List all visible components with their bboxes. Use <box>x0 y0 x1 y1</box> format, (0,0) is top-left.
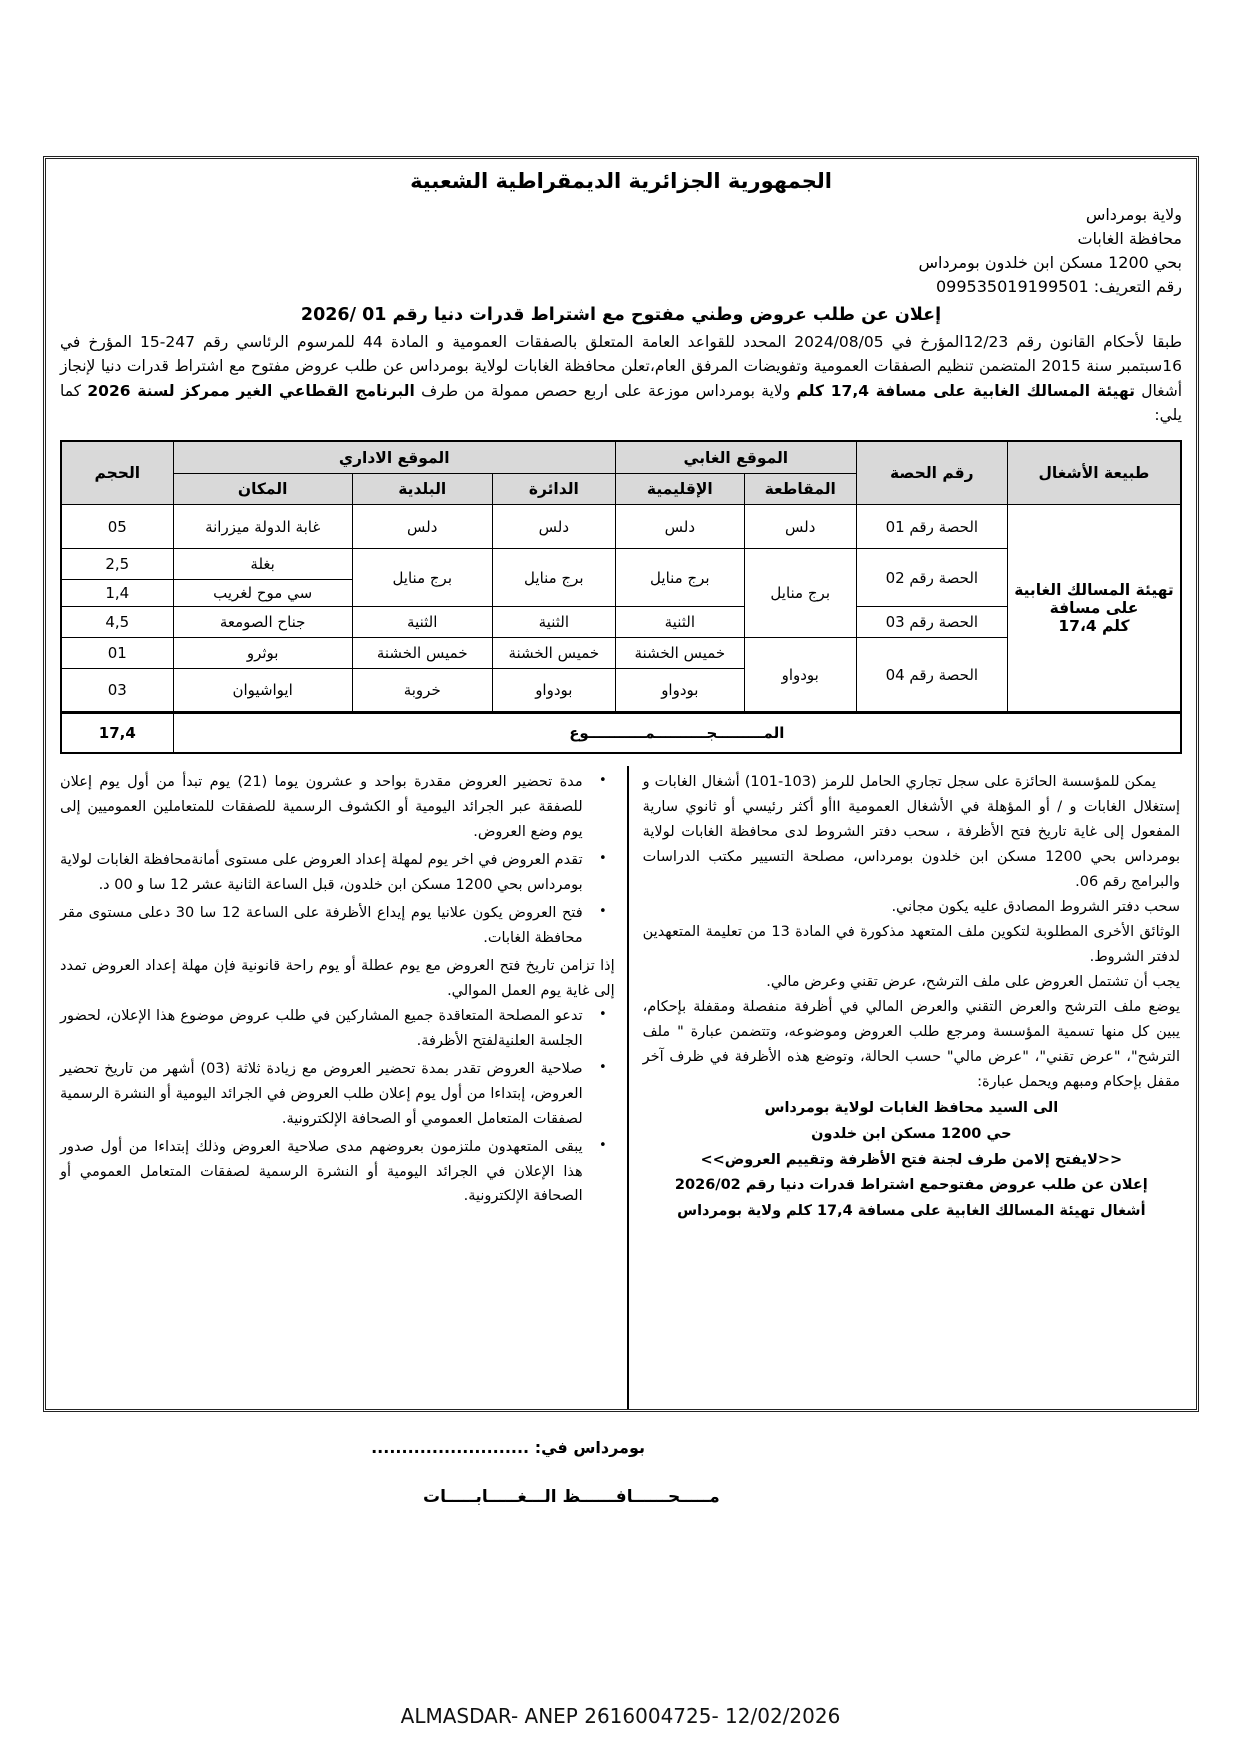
column-header-admin-site: الموقع الاداري <box>173 441 615 474</box>
bullet-icon: • <box>598 1059 607 1075</box>
offer-validity-text: صلاحية العروض تقدر بمدة تحضير العروض مع زيادة ثلاثة (03) أشهر من تاريخ تحضير العروض، إبتداءا من أول يوم إعلان طلب العروض في الجرائد اليومية أو النشرة الرسمية لصفقات المتعامل العمومي أو الصحافة الإلكترونية. <box>60 1060 583 1127</box>
column-header-place: المكان <box>173 474 352 505</box>
place-cell: بغلة <box>173 549 352 580</box>
volume-cell: 03 <box>61 669 173 713</box>
regional-cell: خميس الخشنة <box>615 638 744 669</box>
eligibility-paragraph: يمكن للمؤسسة الحائزة على سجل تجاري الحامل للرمز (103-101) أشغال الغابات و إستغلال الغابات و / أو المؤهلة في الأشغال العمومية IIأو أكثر رئيسي أو ثانوي سارية المفعول إلى غاية تاريخ فتح الأظرفة ، سحب دفتر الشروط لدى محافظة الغابات لولاية بومرداس بحي 1200 مسكن ابن خلدون بومرداس، مصلحة التسيير مكتب الدراسات والبرامج رقم 06. <box>642 774 1180 891</box>
place-cell: جناح الصومعة <box>173 607 352 638</box>
bullet-item <box>60 901 615 951</box>
column-header-volume: الحجم <box>61 441 173 505</box>
bullet-item <box>60 770 615 845</box>
intro-part1: طبقا لأحكام القانون رقم 12/23المؤرخ في 2024/08/05 المحدد للقواعد العامة المتعلق بالصفقات العمومية و المادة 44 للمرسوم الرئاسي رقم 247-15 المؤرخ في 16سبتمبر سنة 2015 المتضمن تنظيم الصفقات العمومية وتفويضات المرفق العام،تعلن محافظة الغابات لولاية بومرداس عن طلب عروض مفتوح مع اشتراط قدرات دنيا لإنجاز أشغال <box>60 333 1183 400</box>
volume-cell: 05 <box>61 505 173 549</box>
district-cell: دلس <box>744 505 856 549</box>
opening-session-text: فتح العروض يكون علانيا يوم إيداع الأظرفة على الساعة 12 سا 30 دعلى مستوى مقر محافظة الغابات. <box>60 905 583 947</box>
commune-cell: الثنية <box>352 607 492 638</box>
lots-table <box>60 440 1182 755</box>
envelope-tender-ref-line: إعلان عن طلب عروض مفتوحمع اشتراط قدرات دنيا رقم 2026/02 <box>674 1177 1148 1194</box>
signature-title: مـــــحــــــافــــــظ الـــغـــــابـــــات <box>423 1487 720 1507</box>
id-number-line: رقم التعريف: 099535019199501 <box>936 277 1182 296</box>
table-row <box>61 505 1181 549</box>
bullet-icon: • <box>598 1006 607 1022</box>
bullet-item <box>60 848 615 898</box>
daira-cell: دلس <box>492 505 615 549</box>
nature-text: تهيئة المسالك الغابية على مسافة <box>1014 581 1174 618</box>
daira-cell: الثنية <box>492 607 615 638</box>
place-cell: غابة الدولة ميزرانة <box>173 505 352 549</box>
bullet-icon: • <box>598 904 607 920</box>
total-row <box>61 713 1181 754</box>
intro-paragraph <box>60 330 1182 428</box>
tender-announcement-title: إعلان عن طلب عروض وطني مفتوح مع اشتراط قدرات دنيا رقم 01 /2026 <box>300 305 942 325</box>
commune-cell: خميس الخشنة <box>352 638 492 669</box>
bullet-item <box>60 1004 615 1054</box>
conservation-line: محافظة الغابات <box>1077 229 1182 248</box>
documents-paragraph: الوثائق الأخرى المطلوبة لتكوين ملف المتعهد مذكورة في المادة 13 من تعليمة المتعهدين لدفتر الشروط. <box>642 924 1180 965</box>
volume-cell: 01 <box>61 638 173 669</box>
republic-title: الجمهورية الجزائرية الديمقراطية الشعبية <box>410 169 832 193</box>
column-header-commune: البلدية <box>352 474 492 505</box>
place-cell: بوثرو <box>173 638 352 669</box>
left-column <box>60 766 627 1409</box>
two-column-section <box>60 766 1182 1409</box>
column-header-lot-number: رقم الحصة <box>856 441 1007 505</box>
commune-cell: خروبة <box>352 669 492 713</box>
commune-cell: برج منايل <box>352 549 492 607</box>
bullet-icon: • <box>598 773 607 789</box>
envelopes-paragraph: يوضع ملف الترشح والعرض التقني والعرض المالي في أظرفة منفصلة ومقفلة بإحكام، يبين كل منها تسمية المؤسسة ومرجع طلب العروض وموضوعه، وتتضمن عبارة " ملف الترشح"، "عرض تقني"، "عرض مالي" حسب الحالة، وتوضع هذه الأظرفة في ظرف آخر مقفل بإحكام ومبهم ويحمل عبارة: <box>642 998 1180 1090</box>
regional-cell: دلس <box>615 505 744 549</box>
volume-cell: 4,5 <box>61 607 173 638</box>
volume-cell: 2,5 <box>61 549 173 580</box>
column-header-daira: الدائرة <box>492 474 615 505</box>
bullet-icon: • <box>598 1137 607 1153</box>
column-header-nature: طبيعة الأشغال <box>1007 441 1181 505</box>
envelope-addressee-line: الى السيد محافظ الغابات لولاية بومرداس <box>764 1099 1059 1116</box>
envelope-works-line: أشغال تهيئة المسالك الغابية على مسافة 17,4 كلم ولاية بومرداس <box>677 1203 1146 1220</box>
bullet-icon: • <box>598 851 607 867</box>
nature-of-works-cell <box>1007 505 1181 713</box>
intro-bold-works: تهيئة المسالك الغابية على مسافة 17,4 كلم <box>796 381 1135 400</box>
lot-cell: الحصة رقم 02 <box>856 549 1007 607</box>
intro-bold-program: البرنامج القطاعي الغير ممركز لسنة 2026 <box>87 381 415 400</box>
commune-cell: دلس <box>352 505 492 549</box>
address-line: بحي 1200 مسكن ابن خلدون بومرداس <box>918 253 1182 272</box>
regional-cell: برج منايل <box>615 549 744 607</box>
place-cell: سي موح لغريب <box>173 580 352 607</box>
right-column <box>627 766 1182 1409</box>
holiday-note-paragraph: إذا تزامن تاريخ فتح العروض مع يوم عطلة أو يوم راحة قانونية فإن مهلة إعداد العروض تمدد إلى غاية يوم العمل الموالي. <box>60 958 615 999</box>
footer-credit: ALMASDAR- ANEP 2616004725- 12/02/2026 <box>400 1704 841 1728</box>
total-volume: 17,4 <box>61 713 173 754</box>
total-label: المـــــــــجــــــــــمـــــــــــوع <box>173 713 1181 754</box>
commitment-text: يبقى المتعهدون ملتزمون بعروضهم مدى صلاحية العروض وذلك إبتداءا من أول صدور هذا الإعلان في الجرائد اليومية أو النشرة الرسمية لصفقات المتعامل العمومي أو الصحافة الإلكترونية. <box>60 1138 583 1205</box>
offers-content-paragraph: يجب أن تشتمل العروض على ملف الترشح، عرض تقني وعرض مالي. <box>766 973 1180 990</box>
do-not-open-line: <<لايفتح إلامن طرف لجنة فتح الأظرفة وتقييم العروض>> <box>700 1151 1123 1168</box>
column-header-forest-site: الموقع الغابي <box>615 441 856 474</box>
daira-cell: خميس الخشنة <box>492 638 615 669</box>
volume-cell: 1,4 <box>61 580 173 607</box>
preparation-period-text: مدة تحضير العروض مقدرة بواحد و عشرون يوما (21) يوم تبدأ من أول يوم إعلان للصفقة عبر الجرائد اليومية أو الكشوف الرسمية للصفقات للمتعاملين العموميين إلى يوم وضع العروض. <box>60 774 583 841</box>
wilaya-line: ولاية بومرداس <box>1085 205 1182 224</box>
column-header-district: المقاطعة <box>744 474 856 505</box>
submission-text: تقدم العروض في اخر يوم لمهلة إعداد العروض على مستوى أمانةمحافظة الغابات لولاية بومرداس بحي 1200 مسكن ابن خلدون، قبل الساعة الثانية عشر 12 سا و 00 د. <box>60 852 583 894</box>
intro-part3: كما يلي: <box>60 381 1182 425</box>
document-border-box <box>43 156 1199 1412</box>
free-booklet-paragraph: سحب دفتر الشروط المصادق عليه يكون مجاني. <box>891 899 1180 916</box>
lot-cell: الحصة رقم 01 <box>856 505 1007 549</box>
regional-cell: الثنية <box>615 607 744 638</box>
signature-date-line: بومرداس في: .......................... <box>371 1438 645 1457</box>
regional-cell: بودواو <box>615 669 744 713</box>
intro-part2: ولاية بومرداس موزعة على اربع حصص ممولة من طرف <box>414 381 797 400</box>
lot-cell: الحصة رقم 03 <box>856 607 1007 638</box>
daira-cell: بودواو <box>492 669 615 713</box>
daira-cell: برج منايل <box>492 549 615 607</box>
nature-distance: 17،4 كلم <box>1058 617 1130 636</box>
public-session-invite-text: تدعو المصلحة المتعاقدة جميع المشاركين في طلب عروض موضوع هذا الإعلان، لحضور الجلسة العلنيةلفتح الأظرفة. <box>60 1007 583 1049</box>
place-cell: ايواشيوان <box>173 669 352 713</box>
bullet-item <box>60 1057 615 1132</box>
column-header-regional: الإقليمية <box>615 474 744 505</box>
envelope-address-line: حي 1200 مسكن ابن خلدون <box>811 1125 1012 1142</box>
bullet-item <box>60 1135 615 1210</box>
district-cell: بودواو <box>744 638 856 713</box>
district-cell: برج منايل <box>744 549 856 638</box>
lot-cell: الحصة رقم 04 <box>856 638 1007 713</box>
